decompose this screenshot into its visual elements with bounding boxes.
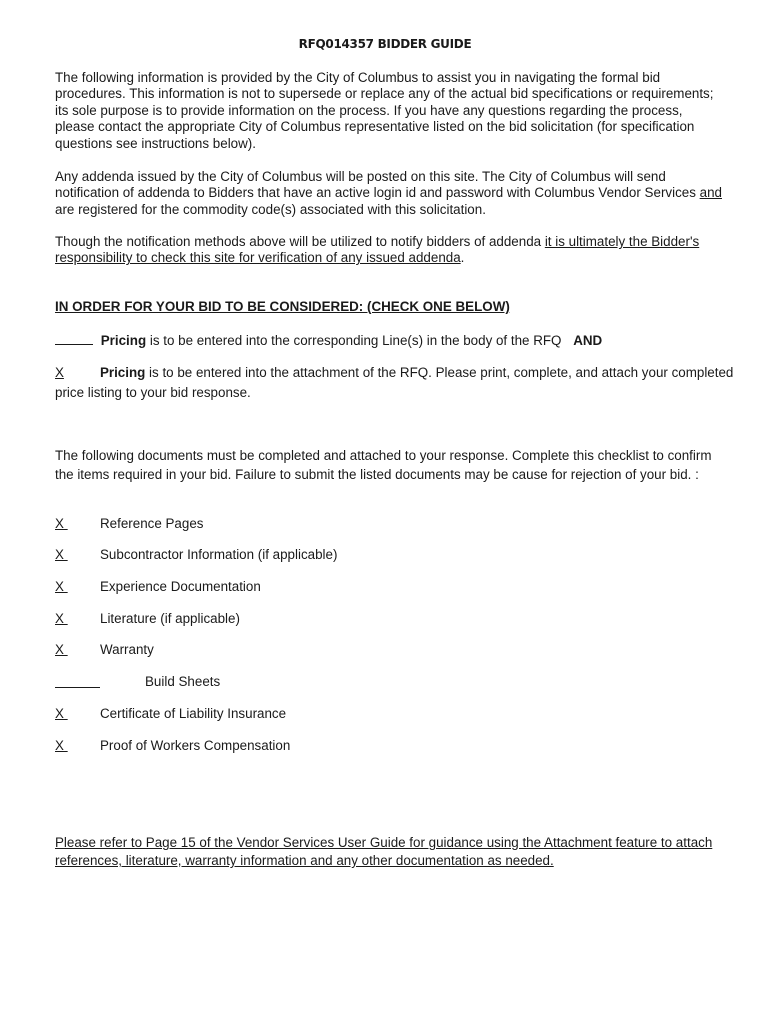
checklist-label: Literature (if applicable) [100,611,240,626]
section-heading: IN ORDER FOR YOUR BID TO BE CONSIDERED: (CHECK ONE BELOW) [55,299,510,314]
pricing-option-1-and: AND [573,333,603,348]
notification-text-2: . [460,250,465,266]
checklist-mark[interactable]: X [55,579,68,594]
intro-paragraph: The following information is provided by the City of Columbus to assist you in navigating the formal bid procedures. This information is not to supersede or replace any of the actual bid specifications or requirements; its sole purpose is to provide information on the process. If you have any questions regarding the process, please contact the appropriate City of Columbus representative listed on the bid solicitation (for specification questions see instructions below). [55,70,714,151]
checklist-label: Reference Pages [100,516,204,531]
pricing-option-2-mark[interactable]: X [55,365,64,380]
checklist-label: Proof of Workers Compensation [100,738,291,753]
notification-underlined: it is ultimately the Bidder's responsibility to check this site for verification of any issued addenda [55,234,700,266]
pricing-option-1 [55,331,735,351]
checklist-label: Experience Documentation [100,579,261,594]
notification-text-1: Though the notification methods above will be utilized to notify bidders of addenda [55,234,545,249]
documents-paragraph: The following documents must be completed and attached to your response. Complete this checklist to confirm the items required in your bid. Failure to submit the listed documents may be cause for rejection of your bid. : [55,448,712,482]
checklist-mark[interactable]: X [55,547,68,562]
pricing-option-2 [55,363,735,403]
checklist-mark[interactable]: X [55,706,68,721]
pricing-option-1-blank[interactable] [55,332,93,345]
checklist-label: Subcontractor Information (if applicable) [100,547,338,562]
checklist-label: Certificate of Liability Insurance [100,706,287,721]
checklist-label: Build Sheets [145,674,221,689]
document-title: RFQ014357 BIDDER GUIDE [298,37,472,51]
checklist-mark[interactable]: X [55,611,68,626]
checklist-mark[interactable]: X [55,738,68,753]
addenda-text-1: Any addenda issued by the City of Columbus will be posted on this site. The City of Columbus will send notification of addenda to Bidders that have an active login id and password with Columbus Vendor Services [55,169,700,201]
pricing-option-1-bold: Pricing [100,333,147,348]
addenda-paragraph [55,169,725,218]
pricing-option-2-text: is to be entered into the attachment of the RFQ. Please print, complete, and attach your completed price listing to your bid response. [55,365,734,400]
addenda-underlined-word: and [699,185,722,201]
pricing-option-2-bold: Pricing [99,365,146,380]
checklist-blank[interactable] [55,687,100,688]
checklist-mark[interactable]: X [55,516,68,531]
footer-note: Please refer to Page 15 of the Vendor Services User Guide for guidance using the Attachment feature to attach references, literature, warranty information and any other documentation as needed. [55,835,713,868]
checklist-label: Warranty [100,642,154,657]
addenda-text-2: are registered for the commodity code(s) associated with this solicitation. [55,201,486,217]
pricing-option-1-text: is to be entered into the corresponding Line(s) in the body of the RFQ [146,333,562,348]
checklist-mark[interactable]: X [55,642,68,657]
notification-paragraph [55,234,725,267]
